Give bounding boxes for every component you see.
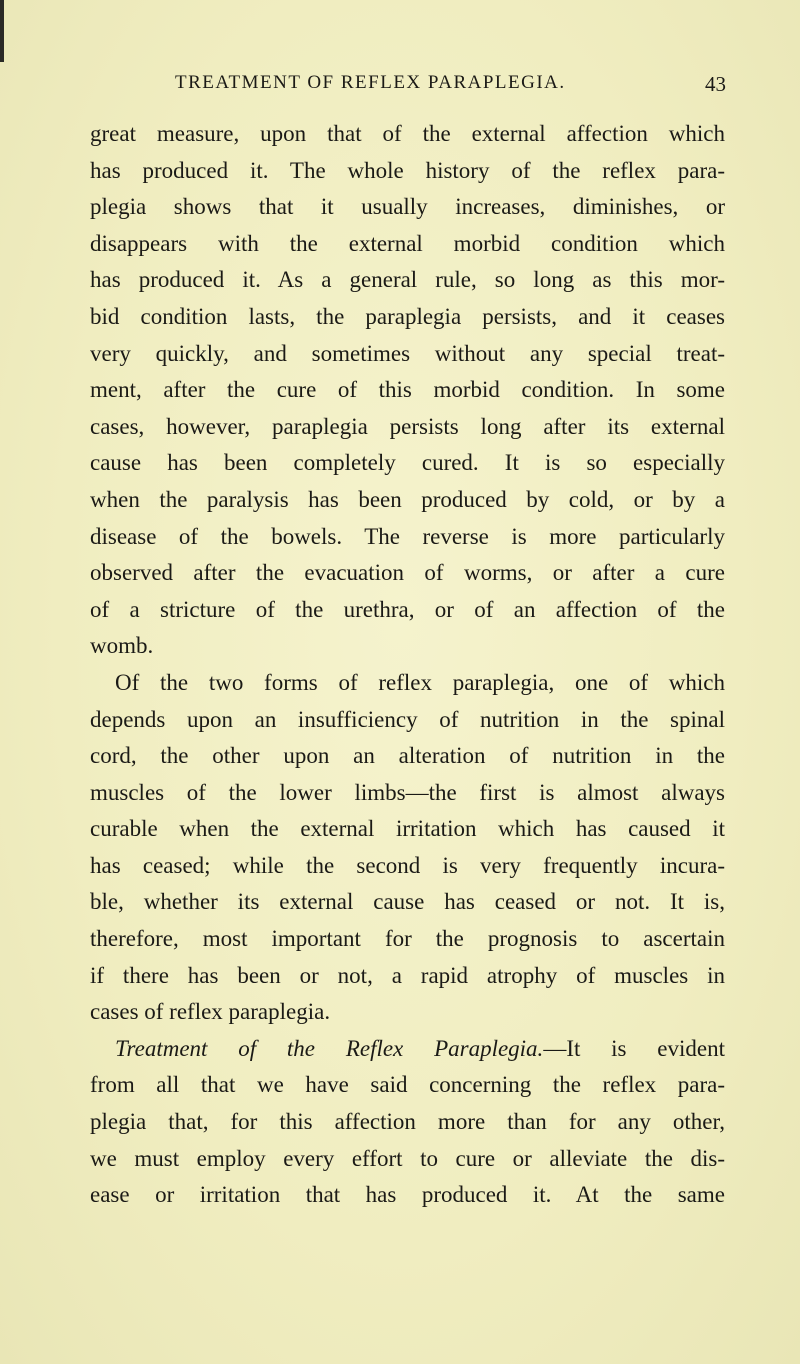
text-line: has ceased; while the second is very frequently incura- (90, 852, 725, 878)
text-line: we must employ every effort to cure or alleviate the dis- (90, 1145, 725, 1171)
text-line: cord, the other upon an alteration of nutrition in the (90, 743, 725, 769)
heading-line-rest: —It is evident (543, 1035, 725, 1061)
text-line: muscles of the lower limbs—the first is almost always (90, 779, 725, 805)
text-line: ble, whether its external cause has ceased or not. It is, (90, 889, 725, 915)
page-header (70, 72, 730, 100)
section-heading: Treatment of the Reflex Paraplegia. (115, 1035, 544, 1061)
text-line: cases, however, paraplegia persists long after its external (90, 413, 725, 439)
text-line: depends upon an insufficiency of nutrition in the spinal (90, 706, 725, 732)
text-line: of a stricture of the urethra, or of an affection of the (90, 596, 725, 622)
text-line: observed after the evacuation of worms, or after a cure (90, 560, 725, 586)
text-line: has produced it. The whole history of the reflex para- (90, 157, 725, 183)
text-line: womb. (90, 633, 154, 659)
body-text (90, 116, 725, 1214)
text-line: cases of reflex paraplegia. (90, 999, 331, 1025)
text-line: plegia shows that it usually increases, diminishes, or (90, 194, 725, 220)
text-line: ment, after the cure of this morbid condition. In some (90, 377, 725, 403)
text-line: disappears with the external morbid condition which (90, 230, 725, 256)
text-line: curable when the external irritation which has caused it (90, 816, 725, 842)
text-line: has produced it. As a general rule, so long as this mor- (90, 267, 725, 293)
running-head: TREATMENT OF REFLEX PARAPLEGIA. (175, 72, 566, 93)
page-number: 43 (705, 72, 726, 96)
text-line: great measure, upon that of the external affection which (90, 121, 725, 146)
treatment-heading-line (90, 1031, 725, 1068)
text-line: if there has been or not, a rapid atrophy of muscles in (90, 962, 725, 988)
text-line: plegia that, for this affection more than for any other, (90, 1109, 725, 1135)
text-line: bid condition lasts, the paraplegia persists, and it ceases (90, 303, 725, 329)
text-line: from all that we have said concerning the reflex para- (90, 1072, 725, 1098)
text-line: therefore, most important for the prognosis to ascertain (90, 926, 725, 952)
text-line: ease or irritation that has produced it. At the same (90, 1182, 725, 1208)
text-line: very quickly, and sometimes without any special treat- (90, 340, 725, 366)
text-line: Of the two forms of reflex paraplegia, one of which (115, 669, 725, 695)
page-edge-line (0, 0, 4, 62)
text-line: disease of the bowels. The reverse is more particularly (90, 523, 725, 549)
text-line: cause has been completely cured. It is so especially (90, 450, 725, 476)
text-line: when the paralysis has been produced by cold, or by a (90, 486, 725, 512)
